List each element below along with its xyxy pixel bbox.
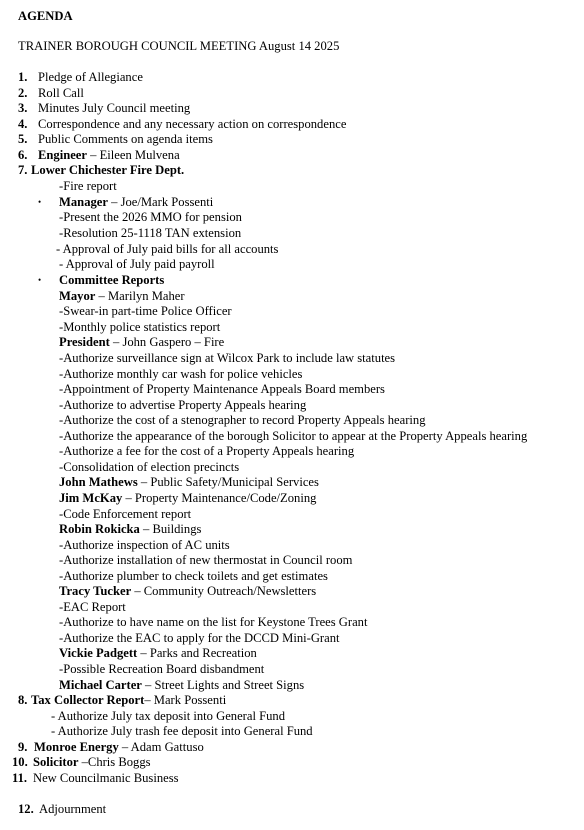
item-heading: Engineer [38, 148, 87, 162]
role-label: Michael Carter [59, 678, 142, 692]
rokicka-heading [59, 522, 201, 537]
bullet-icon: • [38, 275, 42, 285]
item-number: 4. [18, 117, 28, 131]
item-number: 10. [12, 755, 28, 769]
role-person: – Street Lights and Street Signs [141, 678, 305, 692]
item-text: Public Comments on agenda items [38, 132, 213, 146]
item-text: Minutes July Council meeting [38, 101, 191, 115]
item-text: New Councilmanic Business [33, 771, 179, 785]
mckay-line: -Code Enforcement report [59, 507, 192, 521]
item-person: – Mark Possenti [144, 693, 227, 707]
item-number: 8. [18, 693, 28, 707]
role-person: – John Gaspero – Fire [109, 335, 225, 349]
role-label: Jim McKay [59, 491, 123, 505]
item-person: –Chris Boggs [78, 755, 151, 769]
padgett-heading [59, 646, 257, 661]
president-line: -Authorize monthly car wash for police vehicles [59, 367, 303, 381]
president-line: -Authorize the appearance of the borough Solicitor to appear at the Property Appeals hearing [59, 429, 528, 443]
item-number: 6. [18, 148, 28, 162]
agenda-item-5 [18, 132, 213, 147]
item-heading: Lower Chichester Fire Dept. [31, 163, 185, 177]
carter-heading [59, 678, 304, 693]
committee-reports-heading: Committee Reports [59, 273, 165, 287]
item-number: 5. [18, 132, 28, 146]
president-line: -Consolidation of election precincts [59, 460, 240, 474]
item-text: Roll Call [38, 86, 84, 100]
role-label: Vickie Padgett [59, 646, 138, 660]
role-label: President [59, 335, 110, 349]
tax-line: - Authorize July tax deposit into General Fund [51, 709, 285, 723]
agenda-item-6 [18, 148, 180, 163]
manager-line: - Approval of July paid bills for all accounts [56, 242, 279, 256]
role-person: – Community Outreach/Newsletters [131, 584, 317, 598]
manager-line: - Approval of July paid payroll [59, 257, 215, 271]
meeting-title: TRAINER BOROUGH COUNCIL MEETING August 14 2025 [18, 39, 340, 53]
agenda-item-3 [18, 101, 190, 116]
role-person: – Public Safety/Municipal Services [137, 475, 319, 489]
president-line: -Authorize to advertise Property Appeals hearing [59, 398, 307, 412]
item-number: 12. [18, 802, 34, 816]
president-line: -Authorize surveillance sign at Wilcox Park to include law statutes [59, 351, 396, 365]
mayor-line: -Monthly police statistics report [59, 320, 221, 334]
role-label: Manager [59, 195, 108, 209]
rokicka-line: -Authorize installation of new thermostat in Council room [59, 553, 353, 567]
item-number: 2. [18, 86, 28, 100]
item-number: 9. [18, 740, 28, 754]
manager-line: -Present the 2026 MMO for pension [59, 210, 242, 224]
role-person: – Joe/Mark Possenti [107, 195, 214, 209]
president-line: -Appointment of Property Maintenance Appeals Board members [59, 382, 385, 396]
item-number: 11. [12, 771, 28, 785]
tucker-heading [59, 584, 316, 599]
president-heading [59, 335, 224, 350]
rokicka-line: -Authorize inspection of AC units [59, 538, 230, 552]
item-heading: Monroe Energy [34, 740, 119, 754]
item-text: Correspondence and any necessary action on correspondence [38, 117, 347, 131]
role-label: Tracy Tucker [59, 584, 132, 598]
item-number: 7. [18, 163, 28, 177]
item-number: 3. [18, 101, 28, 115]
role-person: – Parks and Recreation [137, 646, 257, 660]
bullet-icon: • [38, 197, 42, 207]
padgett-line: -Possible Recreation Board disbandment [59, 662, 265, 676]
tucker-line: -Authorize to have name on the list for Keystone Trees Grant [59, 615, 368, 629]
tucker-line: -EAC Report [59, 600, 126, 614]
agenda-item-4 [18, 117, 346, 132]
role-person: – Property Maintenance/Code/Zoning [122, 491, 317, 505]
manager-line: -Resolution 25-1118 TAN extension [59, 226, 242, 240]
item-heading: Solicitor [33, 755, 79, 769]
role-label: Mayor [59, 289, 96, 303]
agenda-item-12 [18, 802, 106, 817]
manager-heading [59, 195, 213, 210]
agenda-heading: AGENDA [18, 9, 73, 23]
role-label: Robin Rokicka [59, 522, 140, 536]
president-line: -Authorize a fee for the cost of a Property Appeals hearing [59, 444, 355, 458]
mayor-line: -Swear-in part-time Police Officer [59, 304, 232, 318]
mayor-heading [59, 289, 185, 304]
tucker-line: -Authorize the EAC to apply for the DCCD Mini-Grant [59, 631, 340, 645]
item-person: – Eileen Mulvena [86, 148, 180, 162]
role-label: John Mathews [59, 475, 138, 489]
agenda-item-7 [18, 163, 184, 178]
tax-line: - Authorize July trash fee deposit into General Fund [51, 724, 313, 738]
item-heading: Tax Collector Report [31, 693, 145, 707]
item-number: 1. [18, 70, 28, 84]
agenda-item-9 [18, 740, 204, 755]
mckay-heading [59, 491, 316, 506]
item-text: Pledge of Allegiance [38, 70, 143, 84]
agenda-item-2 [18, 86, 84, 101]
agenda-item-8 [18, 693, 226, 708]
item-text: Adjournment [39, 802, 107, 816]
fire-report-line: -Fire report [59, 179, 117, 193]
item-person: – Adam Gattuso [118, 740, 204, 754]
rokicka-line: -Authorize plumber to check toilets and get estimates [59, 569, 328, 583]
president-line: -Authorize the cost of a stenographer to record Property Appeals hearing [59, 413, 426, 427]
role-person: – Marilyn Maher [95, 289, 185, 303]
agenda-item-1 [18, 70, 143, 85]
agenda-item-11 [12, 771, 179, 786]
agenda-item-10 [12, 755, 151, 770]
mathews-heading [59, 475, 319, 490]
role-person: – Buildings [139, 522, 202, 536]
